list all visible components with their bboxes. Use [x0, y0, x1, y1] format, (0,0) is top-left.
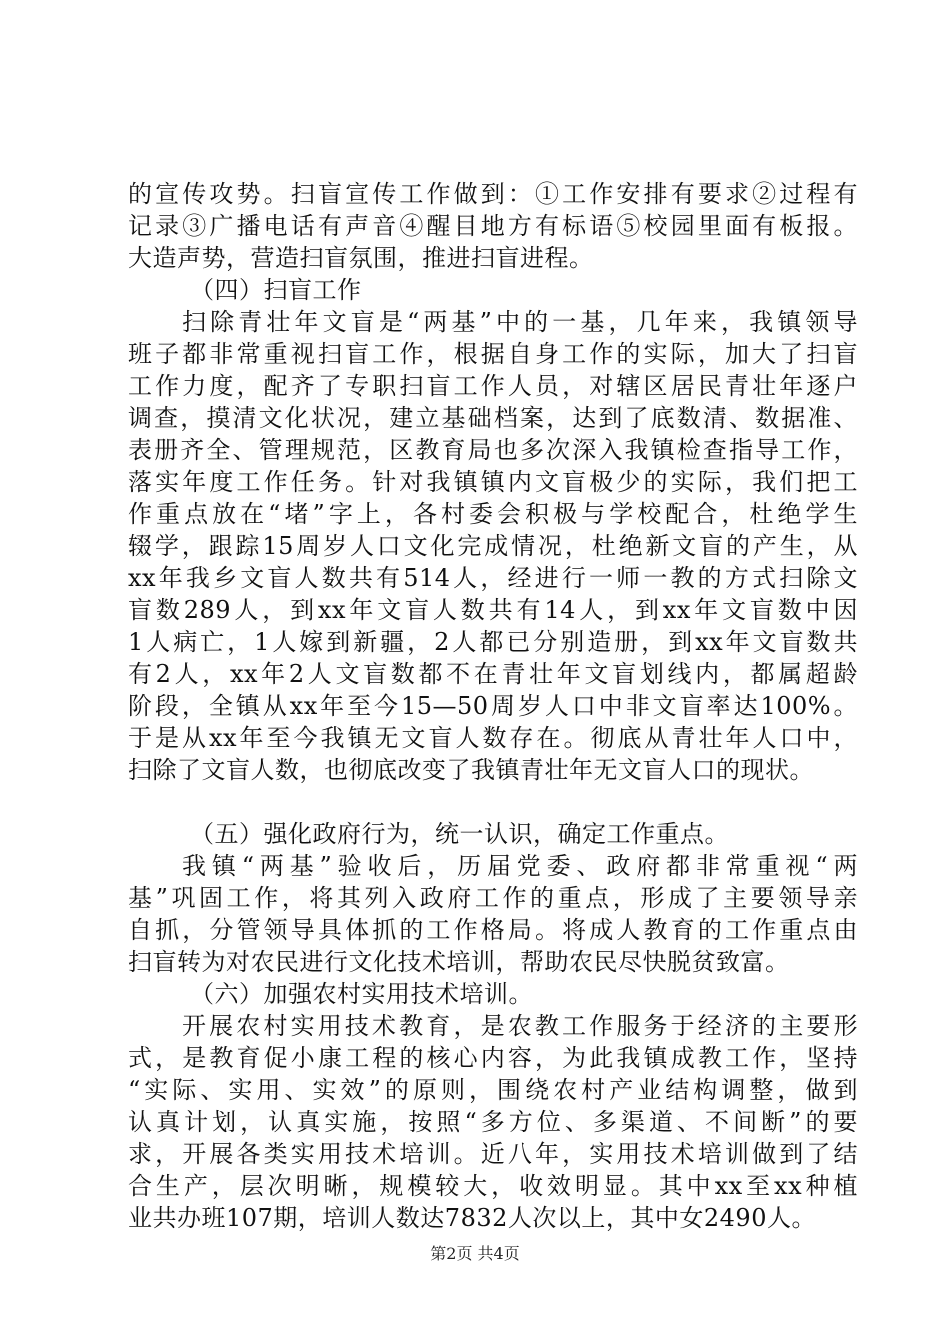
text-line: 盲数289人，到xx年文盲人数共有14人，到xx年文盲数中因	[128, 596, 858, 624]
text-line: 的宣传攻势。扫盲宣传工作做到：①工作安排有要求②过程有	[128, 180, 858, 208]
text-line: “实际、实用、实效”的原则，围绕农村产业结构调整，做到	[128, 1076, 858, 1104]
text-line: 落实年度工作任务。针对我镇镇内文盲极少的实际，我们把工	[128, 468, 858, 496]
text-line: 辍学，跟踪15周岁人口文化完成情况，杜绝新文盲的产生，从	[128, 532, 858, 560]
text-line: 调查，摸清文化状况，建立基础档案，达到了底数清、数据准、	[128, 404, 858, 432]
text-line: 业共办班107期，培训人数达7832人次以上，其中女2490人。	[128, 1204, 816, 1232]
text-line: 记录③广播电话有声音④醒目地方有标语⑤校园里面有板报。	[128, 212, 858, 240]
text-line: 求，开展各类实用技术培训。近八年，实用技术培训做到了结	[128, 1140, 858, 1168]
body-text	[128, 178, 858, 1234]
text-line: 表册齐全、管理规范，区教育局也多次深入我镇检查指导工作，	[128, 436, 858, 464]
text-line: 扫盲转为对农民进行文化技术培训，帮助农民尽快脱贫致富。	[128, 948, 790, 976]
section-heading-6: （六）加强农村实用技术培训。	[190, 980, 533, 1008]
text-line: 式，是教育促小康工程的核心内容，为此我镇成教工作，坚持	[128, 1044, 858, 1072]
paragraph-gap	[128, 786, 858, 818]
text-line: 大造声势，营造扫盲氛围，推进扫盲进程。	[128, 244, 594, 272]
text-line: 扫除青壮年文盲是“两基”中的一基，几年来，我镇领导	[182, 308, 858, 336]
text-line: 合生产，层次明晰，规模较大，收效明显。其中xx至xx种植	[128, 1172, 858, 1200]
text-line: 认真计划，认真实施，按照“多方位、多渠道、不间断”的要	[128, 1108, 858, 1136]
page-footer: 第2页 共4页	[430, 1244, 520, 1263]
text-line: 开展农村实用技术教育，是农教工作服务于经济的主要形	[182, 1012, 858, 1040]
text-line: 扫除了文盲人数，也彻底改变了我镇青壮年无文盲人口的现状。	[128, 756, 814, 784]
text-line: 我镇“两基”验收后，历届党委、政府都非常重视“两	[182, 852, 858, 880]
text-line: 作重点放在“堵”字上，各村委会积极与学校配合，杜绝学生	[128, 500, 858, 528]
text-line: 于是从xx年至今我镇无文盲人数存在。彻底从青壮年人口中，	[128, 724, 858, 752]
text-line: 工作力度，配齐了专职扫盲工作人员，对辖区居民青壮年逐户	[128, 372, 858, 400]
text-line: xx年我乡文盲人数共有514人，经进行一师一教的方式扫除文	[128, 564, 858, 592]
text-line: 有2人，xx年2人文盲数都不在青壮年文盲划线内，都属超龄	[128, 660, 858, 688]
text-line: 1人病亡，1人嫁到新疆，2人都已分别造册，到xx年文盲数共	[128, 628, 858, 656]
section-heading-4: （四）扫盲工作	[190, 276, 362, 304]
text-line: 自抓，分管领导具体抓的工作格局。将成人教育的工作重点由	[128, 916, 858, 944]
text-line: 阶段，全镇从xx年至今15—50周岁人口中非文盲率达100%。	[128, 692, 858, 720]
section-heading-5: （五）强化政府行为，统一认识，确定工作重点。	[190, 820, 729, 848]
text-line: 基”巩固工作，将其列入政府工作的重点，形成了主要领导亲	[128, 884, 858, 912]
text-line: 班子都非常重视扫盲工作，根据自身工作的实际，加大了扫盲	[128, 340, 858, 368]
